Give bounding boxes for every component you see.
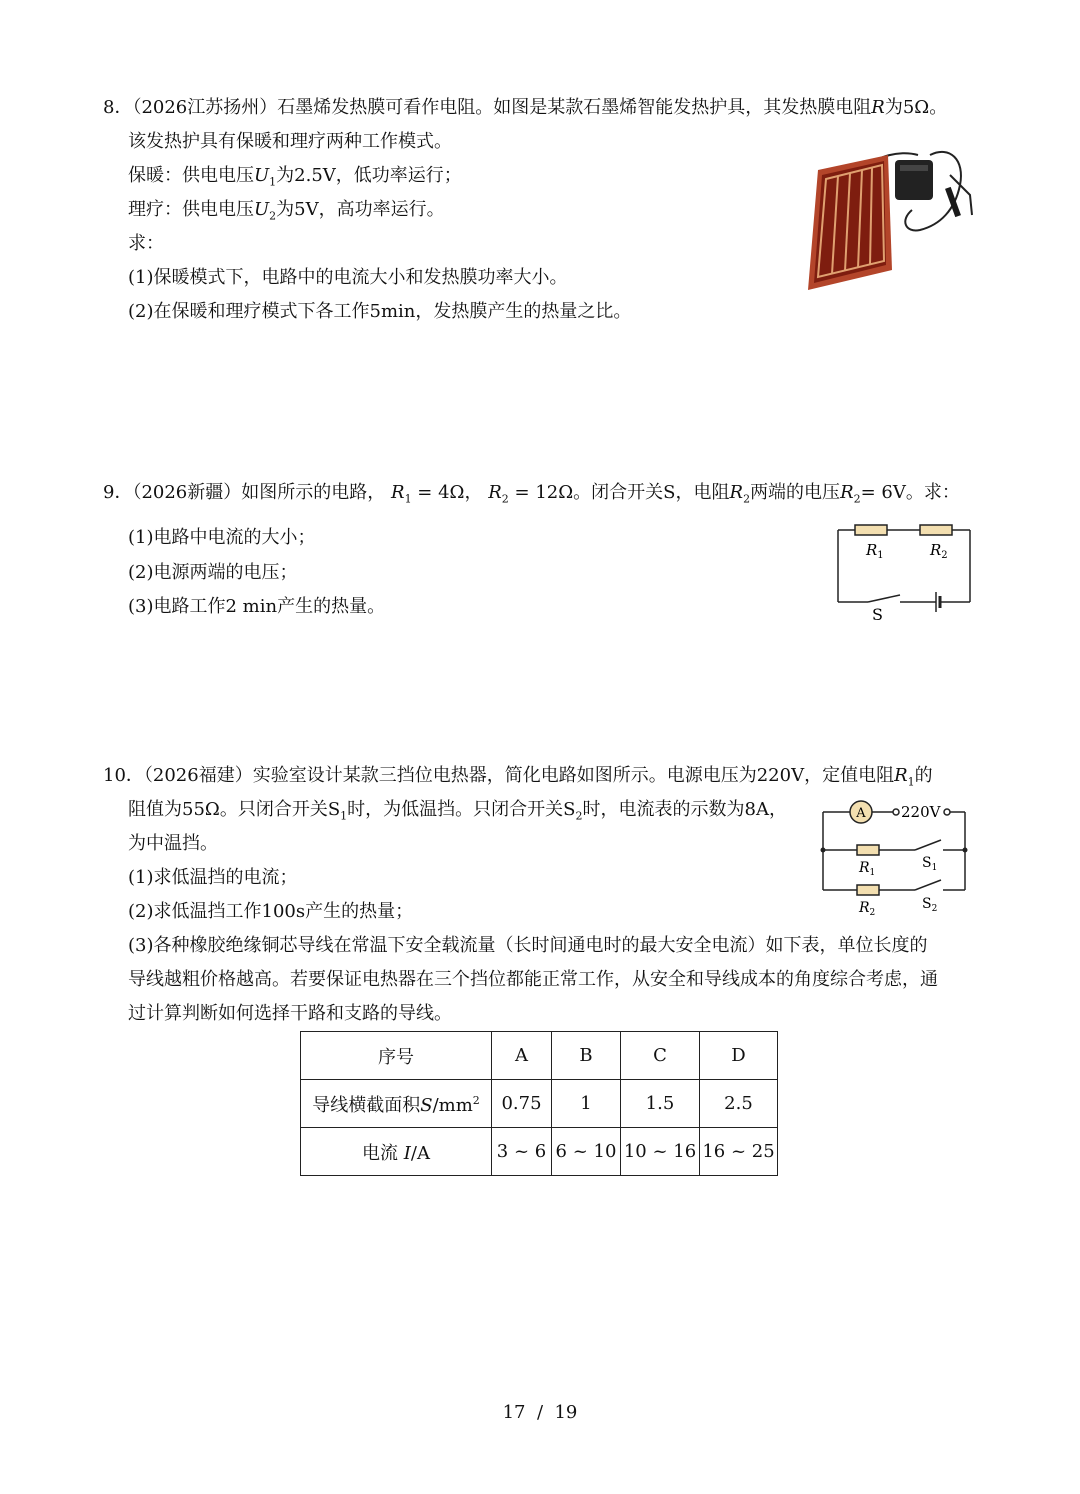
q8-line-1: 8．（2026江苏扬州）石墨烯发热膜可看作电阻。如图是某款石墨烯智能发热护具，其发热膜电阻R为5Ω。 [103, 97, 948, 118]
q10-sub-3-line-3: 过计算判断如何选择干路和支路的导线。 [128, 1003, 452, 1024]
table-column-header: C [621, 1032, 700, 1080]
q10-label-s2: $S_2$ [922, 896, 938, 914]
table-cell: 6 ~ 10 [552, 1128, 621, 1176]
q9-circuit-diagram [830, 518, 980, 628]
table-cell: 2.5 [700, 1080, 778, 1128]
table-row [301, 1080, 778, 1128]
q10-circuit-diagram [815, 795, 975, 920]
table-column-header: D [700, 1032, 778, 1080]
terminal-left [893, 809, 899, 815]
q8-line-2: 该发热护具有保暖和理疗两种工作模式。 [128, 131, 452, 152]
q9-sub-3: (3)电路工作2 min产生的热量。 [128, 596, 386, 617]
q8-warm-mode: 保暖：供电电压$U_1$为2.5V，低功率运行； [128, 165, 462, 189]
q10-sub-3-line-1: (3)各种橡胶绝缘铜芯导线在常温下安全载流量（长时间通电时的最大安全电流）如下表，单位长度的 [128, 935, 928, 956]
q10-sub-1: (1)求低温挡的电流； [128, 867, 298, 888]
supply-voltage-label: 220V [901, 803, 941, 821]
q10-number: 10． [103, 765, 144, 786]
q10-label-s1: $S_1$ [922, 855, 938, 873]
q8-therapy-mode: 理疗：供电电压$U_2$为5V，高功率运行。 [128, 199, 445, 223]
q9-sub-1: (1)电路中电流的大小； [128, 527, 316, 548]
q8-number: 8． [103, 97, 133, 118]
q9-r1-resistor [855, 525, 887, 535]
page-number: 17 / 19 [502, 1402, 578, 1423]
q10-r2-resistor [857, 885, 879, 895]
q10-line-1: 10．（2026福建）实验室设计某款三挡位电热器，简化电路如图所示。电源电压为220V，定值电阻$R_1$的 [103, 765, 933, 789]
wire-spec-table [300, 1031, 778, 1176]
table-cell: 3 ~ 6 [492, 1128, 552, 1176]
table-row [301, 1128, 778, 1176]
table-cell: 10 ~ 16 [621, 1128, 700, 1176]
q9-number: 9． [103, 482, 133, 503]
q10-source: （2026福建） [143, 765, 253, 786]
q8-sub-1: (1)保暖模式下，电路中的电流大小和发热膜功率大小。 [128, 267, 568, 288]
q9-r2-resistor [920, 525, 952, 535]
table-cell: 0.75 [492, 1080, 552, 1128]
q8-source: （2026江苏扬州） [132, 97, 278, 118]
q10-line-2: 阻值为55Ω。只闭合开关$S_1$时，为低温挡。只闭合开关$S_2$时，电流表的示数为8A， [128, 799, 787, 823]
table-header-label: 序号 [301, 1032, 492, 1080]
table-cell: 1 [552, 1080, 621, 1128]
q10-label-r1: $R_1$ [859, 860, 876, 878]
q10-label-r2: $R_2$ [859, 900, 876, 918]
table-row [301, 1032, 778, 1080]
table-column-header: B [552, 1032, 621, 1080]
q9-label-switch: S [872, 605, 883, 624]
q10-line-3: 为中温挡。 [128, 833, 218, 854]
q9-line-1: 9．（2026新疆）如图所示的电路， $R_1 = 4\Omega$， $R_2 = 12\Omega$。闭合开关S，电阻$R_2$两端的电压$R_2= 6V$。求： [103, 482, 960, 506]
q10-sub-2: (2)求低温挡工作100s产生的热量； [128, 901, 414, 922]
terminal-right [944, 809, 950, 815]
table-row-label: 导线横截面积$S/mm^2$ [301, 1080, 492, 1128]
q10-r1-resistor [857, 845, 879, 855]
q9-label-r2: $R_2$ [930, 541, 948, 561]
table-column-header: A [492, 1032, 552, 1080]
q8-sub-2: (2)在保暖和理疗模式下各工作5min，发热膜产生的热量之比。 [128, 301, 632, 322]
q9-source: （2026新疆） [132, 482, 242, 503]
table-cell: 16 ~ 25 [700, 1128, 778, 1176]
table-row-label: 电流 I/A [301, 1128, 492, 1176]
q8-ask: 求： [128, 233, 164, 254]
q9-sub-2: (2)电源两端的电压； [128, 562, 298, 583]
table-cell: 1.5 [621, 1080, 700, 1128]
q10-sub-3-line-2: 导线越粗价格越高。若要保证电热器在三个挡位都能正常工作，从安全和导线成本的角度综合考虑，通 [128, 969, 938, 990]
svg-text:A: A [856, 806, 866, 821]
graphene-heating-pad-image [800, 135, 980, 295]
q9-label-r1: $R_1$ [866, 541, 884, 561]
